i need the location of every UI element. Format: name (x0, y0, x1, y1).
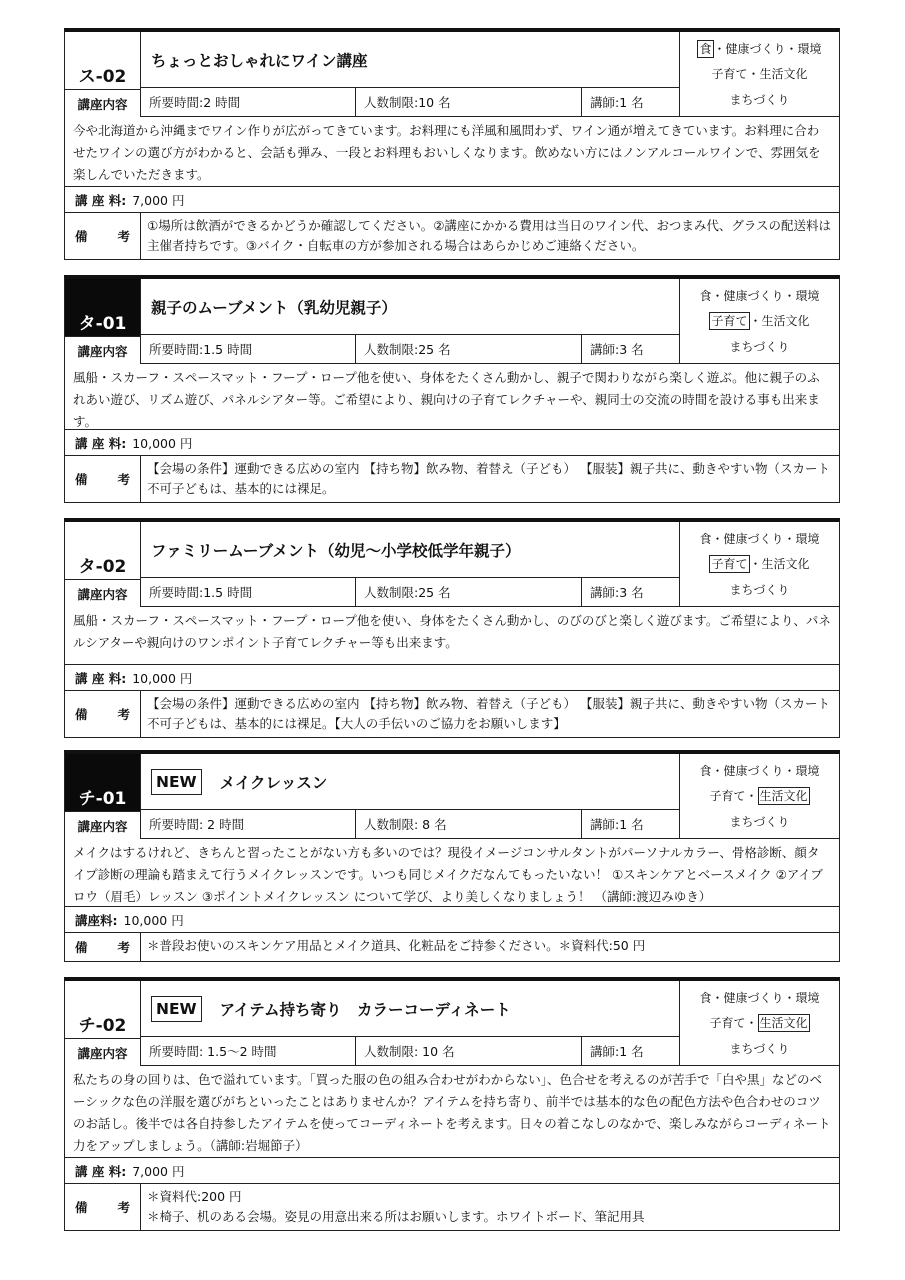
notes-line: ＊普段お使いのスキンケア用品とメイク道具、化粧品をご持参ください。＊資料代:50 円 (147, 938, 646, 953)
course-code: タ-02 (65, 522, 141, 606)
instructors: 講師:1 名 (590, 95, 644, 110)
category-text: 子育て・ (709, 1016, 758, 1031)
course-header (65, 754, 839, 839)
category-highlight: 食 (699, 42, 712, 57)
course-title: ファミリームーブメント（幼児～小学校低学年親子） (151, 541, 521, 560)
course-code: ス-02 (65, 32, 141, 116)
category-list (679, 32, 839, 116)
category-line: 食・健康づくり・環境 (699, 991, 820, 1006)
notes-line: 【会場の条件】運動できる広めの室内 【持ち物】飲み物、着替え（子ども） 【服装】親子共に、動きやすい物（スカート不可子どもは、基本的には裸足。 (147, 461, 830, 496)
new-badge: NEW (151, 769, 202, 795)
fee-label: 講 座 料: (75, 1163, 127, 1179)
fee-value: 7,000 円 (132, 192, 185, 208)
course-info-row (141, 1037, 679, 1065)
course-card (64, 750, 840, 962)
category-list (679, 754, 839, 838)
category-line: まちづくり (729, 1041, 790, 1056)
notes-label-right: 考 (117, 707, 130, 722)
course-description: 私たちの身の回りは、色で溢れています。「買った服の色の組み合わせがわからない」、色合せを考えるのが苦手で「白や黒」などのベーシックな色の洋服を選びがちといったことはありませんか？アイテムを持ち寄り、前半では基本的な色の配色方法や色合わせのコツのお話し。後半では各自持参したアイテムを使ってコーディネートを考えます。日々の着こなしのなかで、楽しみながらコーディネート力をアップしましょう。（講師:岩堀節子） (65, 1066, 839, 1158)
course-title-box (141, 981, 679, 1065)
category-list (679, 279, 839, 363)
category-text: ・生活文化 (749, 314, 810, 329)
fee-label: 講 座 料: (75, 192, 127, 208)
notes-value (141, 933, 839, 961)
notes-label-right: 考 (117, 940, 130, 955)
capacity: 人数制限:25 名 (356, 578, 582, 606)
category-list (679, 981, 839, 1065)
category-highlight: 生活文化 (759, 1016, 808, 1031)
course-card (64, 977, 840, 1231)
course-fee-row (65, 187, 839, 213)
category-highlight: 子育て (711, 557, 748, 572)
course-header (65, 522, 839, 607)
course-header (65, 32, 839, 117)
new-badge: NEW (151, 996, 202, 1022)
course-title-row (141, 32, 679, 88)
capacity: 人数制限: 10 名 (356, 1037, 582, 1065)
course-description: 今や北海道から沖縄までワイン作りが広がってきています。お料理にも洋風和風問わず、ワイン通が増えてきています。お料理に合わせたワインの選び方がわかると、会話も弾み、一段とお料理もおいしくなります。飲めない方にはノンアルコールワインで、雰囲気を楽しんでいただきます。 (65, 117, 839, 187)
content-label: 講座内容 (65, 336, 141, 364)
duration: 所要時間: 2 時間 (141, 810, 356, 838)
notes-value (141, 1184, 839, 1230)
instructors: 講師:1 名 (590, 817, 644, 832)
notes-label (65, 933, 141, 961)
notes-label-left: 備 (75, 229, 88, 244)
category-list (679, 522, 839, 606)
fee-label: 講 座 料: (75, 670, 127, 686)
notes-label-left: 備 (75, 1200, 88, 1215)
fee-value: 7,000 円 (132, 1163, 185, 1179)
content-label: 講座内容 (65, 1038, 141, 1066)
course-title-box (141, 754, 679, 838)
notes-value (141, 691, 839, 737)
notes-label (65, 213, 141, 259)
category-highlight: 生活文化 (759, 789, 808, 804)
category-highlight: 子育て (711, 314, 748, 329)
notes-label (65, 1184, 141, 1230)
course-code: チ-01 (65, 754, 141, 838)
category-line (709, 555, 809, 572)
capacity: 人数制限:25 名 (356, 335, 582, 363)
course-header (65, 279, 839, 364)
content-label: 講座内容 (65, 89, 141, 117)
course-notes-row (65, 213, 839, 259)
course-fee-row (65, 907, 839, 933)
category-line: 子育て・生活文化 (711, 67, 808, 82)
fee-value: 10,000 円 (123, 912, 184, 928)
course-title-row (141, 522, 679, 578)
course-title-row (141, 279, 679, 335)
notes-label-right: 考 (117, 472, 130, 487)
course-info-row (141, 88, 679, 116)
category-line: 食・健康づくり・環境 (699, 764, 820, 779)
fee-value: 10,000 円 (132, 435, 193, 451)
duration: 所要時間: 1.5～2 時間 (141, 1037, 356, 1065)
course-title-box (141, 279, 679, 363)
instructors: 講師:3 名 (590, 585, 644, 600)
category-text: 子育て・ (709, 789, 758, 804)
instructors: 講師:3 名 (590, 342, 644, 357)
fee-label: 講 座 料: (75, 435, 127, 451)
category-line: まちづくり (729, 92, 790, 107)
course-header (65, 981, 839, 1066)
category-line: まちづくり (729, 814, 790, 829)
category-line: まちづくり (729, 582, 790, 597)
notes-label-right: 考 (117, 1200, 130, 1215)
category-line (709, 1014, 809, 1031)
course-info-row (141, 578, 679, 606)
content-label: 講座内容 (65, 811, 141, 839)
notes-value (141, 213, 839, 259)
category-text: ・健康づくり・環境 (713, 42, 822, 57)
duration: 所要時間:1.5 時間 (141, 578, 356, 606)
fee-label: 講座料: (75, 912, 118, 928)
notes-value (141, 456, 839, 502)
category-line (697, 40, 821, 57)
category-text: ・生活文化 (749, 557, 810, 572)
notes-line: ＊資料代:200 円 (147, 1189, 242, 1204)
course-title-row (141, 981, 679, 1037)
category-line (709, 787, 809, 804)
notes-label-left: 備 (75, 940, 88, 955)
course-description: 風船・スカーフ・スペースマット・フープ・ロープ他を使い、身体をたくさん動かし、のびのびと楽しく遊びます。ご希望により、パネルシアターや親向けのワンポイント子育てレクチャー等も出来ます。 (65, 607, 839, 665)
notes-label-right: 考 (117, 229, 130, 244)
fee-value: 10,000 円 (132, 670, 193, 686)
course-notes-row (65, 691, 839, 737)
course-title: メイクレッスン (219, 773, 328, 792)
course-code: チ-02 (65, 981, 141, 1065)
duration: 所要時間:2 時間 (141, 88, 356, 116)
notes-label-left: 備 (75, 472, 88, 487)
course-description: メイクはするけれど、きちんと習ったことがない方も多いのでは？現役イメージコンサルタントがパーソナルカラー、骨格診断、顔タイプ診断の理論も踏まえて行うメイクレッスンです。いつも同じメイクだなんてもったいない！ ①スキンケアとベースメイク ②アイブロウ（眉毛）レッスン ③ポイントメイクレッスン について学び、より美しくなりましょう！ （講師:渡辺みゆき） (65, 839, 839, 907)
course-title-box (141, 522, 679, 606)
course-title: 親子のムーブメント（乳幼児親子） (151, 298, 397, 317)
course-notes-row (65, 456, 839, 502)
course-title-box (141, 32, 679, 116)
category-line: まちづくり (729, 339, 790, 354)
course-card (64, 275, 840, 503)
notes-line: ＊椅子、机のある会場。姿見の用意出来る所はお願いします。ホワイトボード、筆記用具 (147, 1209, 645, 1224)
course-info-row (141, 335, 679, 363)
course-card (64, 518, 840, 738)
category-line: 食・健康づくり・環境 (699, 532, 820, 547)
category-line (709, 312, 809, 329)
notes-line: ①場所は飲酒ができるかどうか確認してください。②講座にかかる費用は当日のワイン代、おつまみ代、グラスの配送料は主催者持ちです。③バイク・自転車の方が参加される場合はあらかじめご連絡ください。 (147, 218, 832, 253)
course-fee-row (65, 1158, 839, 1184)
instructors: 講師:1 名 (590, 1044, 644, 1059)
capacity: 人数制限:10 名 (356, 88, 582, 116)
course-fee-row (65, 430, 839, 456)
capacity: 人数制限: 8 名 (356, 810, 582, 838)
course-fee-row (65, 665, 839, 691)
notes-line: 【会場の条件】運動できる広めの室内 【持ち物】飲み物、着替え（子ども） 【服装】親子共に、動きやすい物（スカート不可子どもは、基本的には裸足。【大人の手伝いのご協力をお願いします】 (147, 696, 830, 731)
course-notes-row (65, 1184, 839, 1230)
course-card (64, 28, 840, 260)
course-code: タ-01 (65, 279, 141, 363)
duration: 所要時間:1.5 時間 (141, 335, 356, 363)
course-title: アイテム持ち寄り カラーコーディネート (219, 1000, 511, 1019)
course-description: 風船・スカーフ・スペースマット・フープ・ロープ他を使い、身体をたくさん動かし、親子で関わりながら楽しく遊ぶ。他に親子のふれあい遊び、リズム遊び、パネルシアター等。ご希望により、親向けの子育てレクチャーや、親同士の交流の時間を設ける事も出来ます。 (65, 364, 839, 430)
course-title: ちょっとおしゃれにワイン講座 (151, 51, 368, 70)
content-label: 講座内容 (65, 579, 141, 607)
notes-label (65, 691, 141, 737)
course-notes-row (65, 933, 839, 961)
category-line: 食・健康づくり・環境 (699, 289, 820, 304)
notes-label (65, 456, 141, 502)
course-info-row (141, 810, 679, 838)
course-title-row (141, 754, 679, 810)
notes-label-left: 備 (75, 707, 88, 722)
